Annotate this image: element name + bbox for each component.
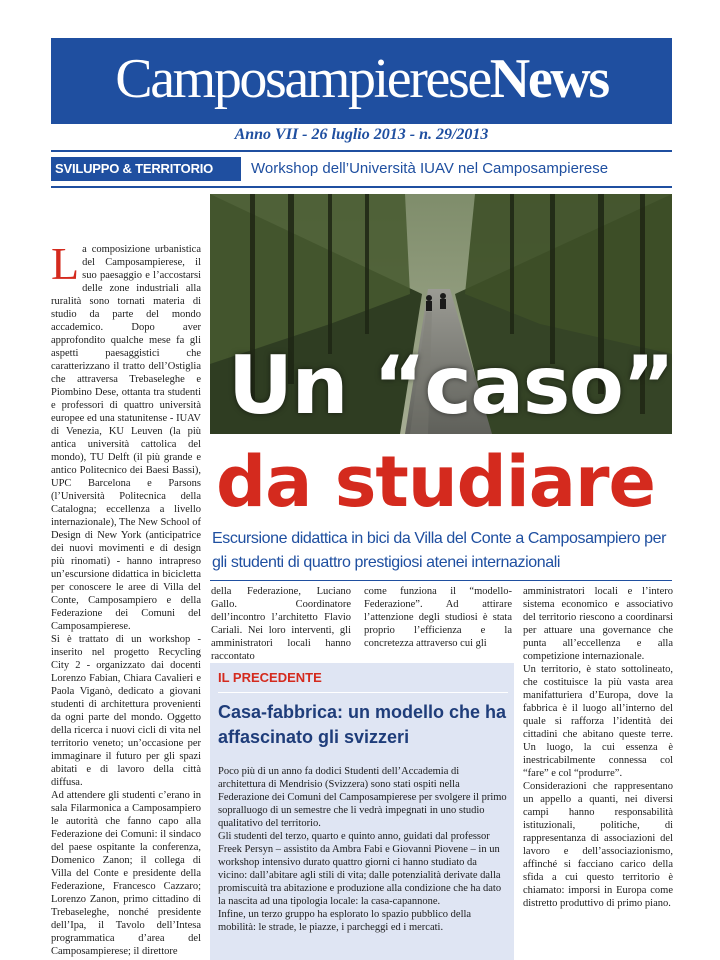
sidebar-paragraph: Infine, un terzo gruppo ha esplorato lo spazio pubblico della mobilità: le strade, le piazze, i parcheggi ed i mercati. (218, 909, 472, 933)
article-text: a composizione urbanistica del Camposampierese, il suo paesaggio e l’accostarsi delle zone industriali alla ruralità sono tornati materia di studio da parte del mondo accademico. Dopo aver approfondito qualche mese fa gli aspetti paesaggistici che caratterizzano il tratto dell’Ostiglia che attraversa Trebaseleghe e Piombino Dese, ottanta tra studenti e professori di quattro università europee ed una statunitense - IUAV di Venezia, KU Leuven (la più antica università cattolica del mondo), TU Delft (il più grande e antico Politecnico dei Baesi Bassi), UPC Barcelona e Parsons (l’Università Politecnica della Catalogna; eccellenza a livello internazionale), The New School of Design di New York (anticipatrice dei nuovi movimenti e di design più rinomati) - hanno intrapreso un’escursione didattica in bicicletta per conoscere le aree di Villa del Conte, Camposampiero e della Federazione dei Comuni del Camposampierese. (51, 244, 201, 632)
sidebar-label: IL PRECEDENTE (218, 670, 322, 685)
article-paragraph: della Federazione, Luciano Gallo. Coordinatore dell’incontro l’architetto Flavio Cariali. Nei loro interventi, gli amministratori locali hanno raccontato (211, 586, 351, 662)
sidebar-title: Casa-fabbrica: un modello che ha affascinato gli svizzeri (218, 702, 507, 747)
article-paragraph: Ad attendere gli studenti c’erano in sala Filarmonica a Camposampiero le autorità che fanno capo alla Federazione dei Comuni: il sindaco del paese ospitante la conferenza, Domenico Zanon; il collega di Villa del Conte e presidente della Federazione, Francesco Cazzaro; Lorenzo Zanon, primo cittadino di Trebaseleghe, nonché presidente dell’Ipa, il Tavolo dell’Intesa programmatica d’area del Camposampierese; il direttore (51, 790, 201, 957)
article-column-mid-a (211, 585, 351, 663)
drop-cap: L (51, 238, 80, 289)
article-paragraph: come funziona il “modello-Federazione”. Ad attirare l’attenzione degli studiosi è stata proprio l’efficienza e la concretezza attraverso cui gli (364, 586, 512, 649)
article-paragraph: Un territorio, è stato sottolineato, che costituisce la più vasta area manifatturiera d’Europa, dove la fabbrica è il luogo all’interno del quale si rafforza l’identità dei cittadini che abitano queste terre. Un luogo, la cui essenza è inestricabilmente connessa col “fare” e col “produrre”. (523, 664, 673, 779)
headline-line1: Un “caso” (228, 339, 674, 432)
headline-line2: da studiare (216, 441, 656, 523)
divider (210, 580, 672, 581)
article-paragraph: amministratori locali e l’intero sistema economico e associativo del territorio riescono a coordinarsi per attuare una governance che punta all’eccellenza e alla competizione internazionale. (523, 586, 673, 662)
article-column-left (51, 238, 201, 958)
divider (218, 692, 508, 693)
divider (51, 150, 672, 152)
divider (51, 186, 672, 188)
masthead-title (51, 36, 672, 122)
section-tag: SVILUPPO & TERRITORIO (51, 157, 241, 181)
sidebar-paragraph: Gli studenti del terzo, quarto e quinto anno, guidati dal professor Freek Persyn – assistito da Ambra Fabi e Giovanni Piovene – in un workshop intensivo durato quattro giorni ci hanno studiato da vicino: dall’abitare agli stili di vita; dalle potenzialità derivate dalla promiscuità tra abitazione e produzione alla condizione che ha dato la nascita ad una tipologia locale: la casa-capannone. (218, 831, 502, 907)
masthead-title-part2: News (489, 48, 608, 110)
article-paragraph: Considerazioni che rappresentano un appello a quanti, nei diversi campi hanno responsabilità istituzionali, politiche, di rappresentanza di associazioni del lavoro e dell’associazionismo, affinché si facciano carico della sfida a cui questo territorio è chiamato: imporsi in Europa come distretto produttivo di primo piano. (523, 781, 673, 909)
sidebar-paragraph: Poco più di un anno fa dodici Studenti dell’Accademia di architettura di Mendrisio (Svizzera) sono stati ospiti nella Federazione dei Comuni del Camposampierese per svolgere il primo sopralluogo di un semestre che li vedrà impegnati in uno studio qualitativo del territorio. (218, 766, 507, 829)
article-paragraph: Si è trattato di un workshop - inserito nel progetto Recycling City 2 - organizzato dai docenti Lorenzo Fabian, Chiara Cavalieri e Paola Viganò, dedicato a giovani studenti di architettura provenienti da ogni parte del mondo. Oggetto della ricerca i nuovi cicli di vita nel territorio veneto; un’occasione per immaginare il futuro per gli spazi abitati e di lavoro della città diffusa. (51, 634, 201, 788)
article-column-right (523, 585, 673, 910)
sidebar-body (218, 765, 508, 934)
subheadline: Escursione didattica in bici da Villa del Conte a Camposampiero per gli studenti di quattro prestigiosi atenei internazionali (212, 530, 667, 571)
issue-line: Anno VII - 26 luglio 2013 - n. 29/2013 (234, 126, 489, 143)
masthead-title-part1: Camposampierese (115, 48, 490, 110)
article-column-mid-b (364, 585, 512, 650)
article-paragraph (51, 238, 201, 633)
section-subtitle: Workshop dell’Università IUAV nel Camposampierese (251, 160, 609, 177)
